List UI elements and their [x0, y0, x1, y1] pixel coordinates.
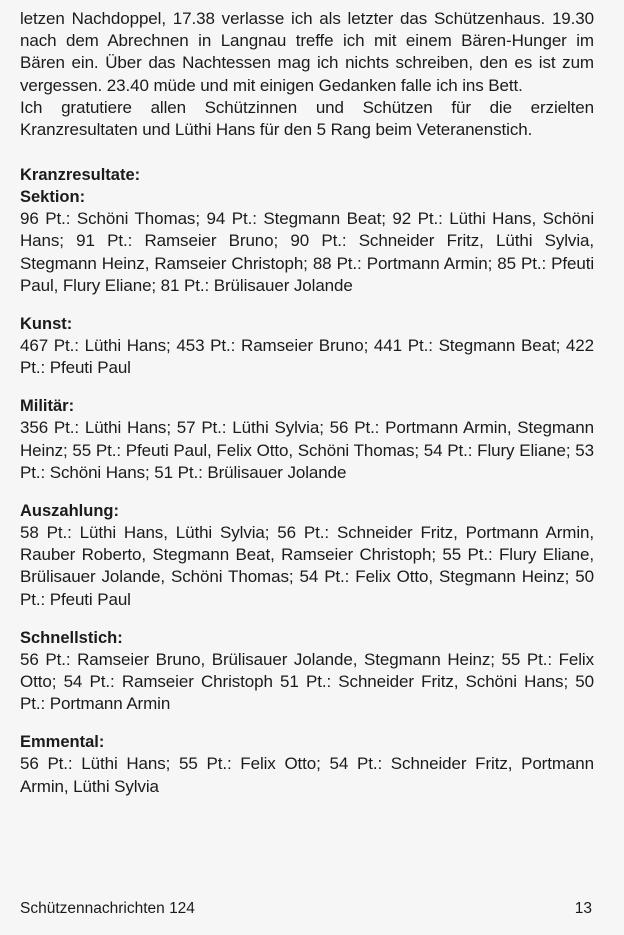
section-text: 96 Pt.: Schöni Thomas; 94 Pt.: Stegmann Beat; 92 Pt.: Lüthi Hans, Schöni Hans; 91 Pt.: Ramseier Bruno; 90 Pt.: Schneider Fritz, Lüthi Sylvia, Stegmann Heinz, Ramseier Christoph; 88 Pt.: Portmann Armin; 85 Pt.: Pfeuti Paul, Flury Eliane; 81 Pt.: Brülisauer Jolande	[20, 209, 594, 295]
section-title: Militär:	[20, 397, 75, 416]
publication-title: Schützennachrichten 124	[20, 900, 195, 917]
section-title: Kunst:	[20, 315, 73, 334]
section-title: Auszahlung:	[20, 502, 119, 521]
section-text: 56 Pt.: Lüthi Hans; 55 Pt.: Felix Otto; 54 Pt.: Schneider Fritz, Portmann Armin, Lüthi Sylvia	[20, 754, 594, 796]
intro-paragraph-1: letzen Nachdoppel, 17.38 verlasse ich als letzter das Schützenhaus. 19.30 nach dem Abrechnen in Langnau treffe ich mit einem Bären-Hunger im Bären ein. Über das Nachtessen mag ich nichts schreiben, den es ist zum vergessen. 23.40 müde und mit einigen Gedanken falle ich ins Bett.	[20, 9, 594, 95]
section-schnellstich	[20, 627, 594, 716]
section-sektion	[20, 186, 594, 297]
section-emmental	[20, 731, 594, 797]
section-text: 467 Pt.: Lüthi Hans; 453 Pt.: Ramseier Bruno; 441 Pt.: Stegmann Beat; 422 Pt.: Pfeuti Paul	[20, 336, 594, 378]
document-page	[20, 8, 594, 814]
section-text: 56 Pt.: Ramseier Bruno, Brülisauer Jolande, Stegmann Heinz; 55 Pt.: Felix Otto; 54 Pt.: Ramseier Christoph 51 Pt.: Schneider Fritz, Schöni Hans; 50 Pt.: Portmann Armin	[20, 649, 594, 714]
section-title: Emmental:	[20, 733, 105, 752]
section-kunst	[20, 313, 594, 379]
section-text: 356 Pt.: Lüthi Hans; 57 Pt.: Lüthi Sylvia; 56 Pt.: Portmann Armin, Stegmann Heinz; 55 Pt.: Pfeuti Paul, Felix Otto, Schöni Thomas; 54 Pt.: Flury Eliane; 53 Pt.: Schöni Hans; 51 Pt.: Brülisauer Jolande	[20, 418, 594, 482]
section-auszahlung	[20, 500, 594, 611]
section-title: Schnellstich:	[20, 628, 123, 647]
page-footer	[20, 900, 594, 918]
section-militaer	[20, 395, 594, 484]
intro-paragraph-2: Ich gratutiere allen Schützinnen und Schützen für die erzielten Kranzresultaten und Lüthi Hans für den 5 Rang beim Veteranenstich.	[20, 97, 594, 140]
page-number: 13	[574, 900, 592, 917]
section-text: 58 Pt.: Lüthi Hans, Lüthi Sylvia; 56 Pt.: Schneider Fritz, Portmann Armin, Rauber Roberto, Stegmann Beat, Ramseier Christoph; 55 Pt.: Flury Eliane, Brülisauer Jolande, Schöni Thomas; 54 Pt.: Felix Otto, Stegmann Heinz; 50 Pt.: Pfeuti Paul	[20, 523, 594, 609]
section-title: Sektion:	[20, 188, 86, 207]
results-heading: Kranzresultate:	[20, 166, 141, 185]
